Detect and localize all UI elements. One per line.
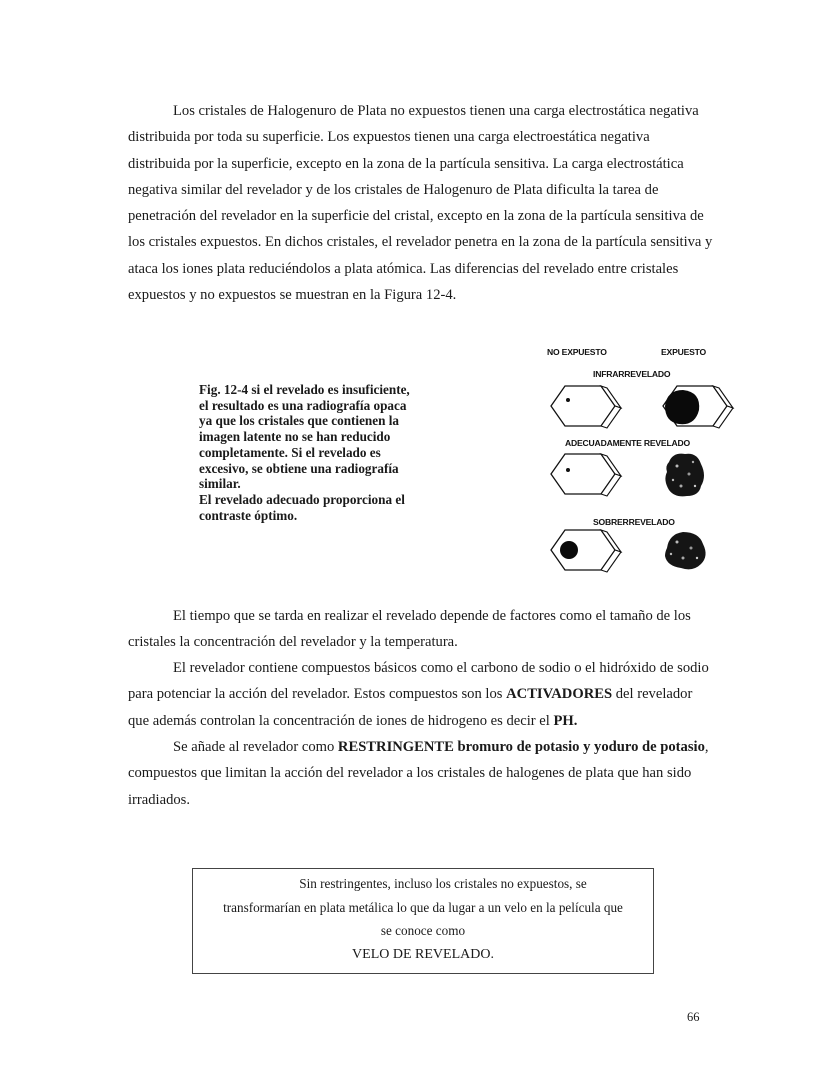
page-number: 66 (687, 1010, 700, 1024)
paragraph-intro (128, 98, 740, 308)
text-line: penetración del revelador en la superficie del cristal, excepto en la zona de la partícula sensitiva de (128, 208, 704, 225)
term-restringente: RESTRINGENTE bromuro de potasio y yoduro de potasio (337, 739, 705, 755)
grain-exposed-proper (665, 454, 704, 497)
paragraph-development-time (128, 603, 740, 656)
paragraph-restrainer: Se añade al revelador como RESTRINGENTE bromuro de potasio y yoduro de potasio, compuestos que limitan la acción del revelador a los cristales de halogenes de plata que han sido irradiados. (128, 734, 740, 813)
text-line: negativa similar del revelador y de los cristales de Halogenuro de Plata dificulta la tarea de (128, 181, 659, 198)
text-line: distribuida por toda su superficie. Los expuestos tienen una carga electroestática negativa (128, 129, 650, 146)
column-label-not-exposed: NO EXPUESTO (547, 347, 607, 357)
text-line: Los cristales de Halogenuro de Plata no expuestos tienen una carga electrostática negativa (173, 103, 699, 119)
crystal-diagram (537, 340, 737, 580)
row-label-underdeveloped: INFRARREVELADO (593, 369, 671, 379)
text-line: ataca los iones plata reduciéndolos a plata atómica. Las diferencias del revelado entre cristales (128, 260, 679, 277)
row-label-overdeveloped: SOBRERREVELADO (593, 517, 675, 527)
text-line: cristales la concentración del revelador y la temperatura. (128, 634, 458, 651)
grain-exposed-over (665, 532, 706, 569)
crystal-not-exposed-under (551, 386, 621, 428)
figure-12-4 (537, 340, 737, 580)
text-line: compuestos que limitan la acción del revelador a los cristales de halogenes de plata que han sido (128, 765, 692, 782)
crystal-exposed-under (663, 386, 733, 428)
crystal-not-exposed-proper (551, 454, 621, 496)
text-line: El tiempo que se tarda en realizar el revelado depende de factores como el tamaño de los (173, 608, 691, 624)
column-label-exposed: EXPUESTO (661, 347, 707, 357)
row-label-properly-developed: ADECUADAMENTE REVELADO (565, 438, 690, 448)
text-line: irradiados. (128, 791, 191, 808)
callout-box-development-fog: Sin restringentes, incluso los cristales no expuestos, se transformarían en plata metálica lo que da lugar a un velo en la película que se conoce como VELO DE REVELADO. (192, 868, 654, 974)
crystal-not-exposed-over (551, 530, 621, 572)
figure-caption: Fig. 12-4 si el revelado es insuficiente, el resultado es una radiografía opaca ya que los cristales que contienen la imagen latente no se han reducido completamente. Si el revelado es excesivo, se obtiene una radiografía similar. El revelado adecuado proporciona el contraste óptimo. (199, 382, 410, 523)
term-activadores: ACTIVADORES (506, 686, 613, 703)
text-line: expuestos y no expuestos se muestran en la Figura 12-4. (128, 287, 457, 304)
term-ph: PH. (553, 712, 578, 729)
text-line: los cristales expuestos. En dichos cristales, el revelador penetra en la zona de la partícula sensitiva y (128, 234, 713, 251)
text-line: distribuida por la superficie, excepto en la zona de la partícula sensitiva. La carga electrostática (128, 155, 684, 172)
paragraph-activators: El revelador contiene compuestos básicos como el carbono de sodio o el hidróxido de sodio para potenciar la acción del revelador. Estos compuestos son los ACTIVADORES del revelador que además controlan la concentración de iones de hidrogeno es decir el PH. (128, 660, 709, 729)
text-line: El revelador contiene compuestos básicos como el carbono de sodio o el hidróxido de sodio (173, 660, 709, 676)
